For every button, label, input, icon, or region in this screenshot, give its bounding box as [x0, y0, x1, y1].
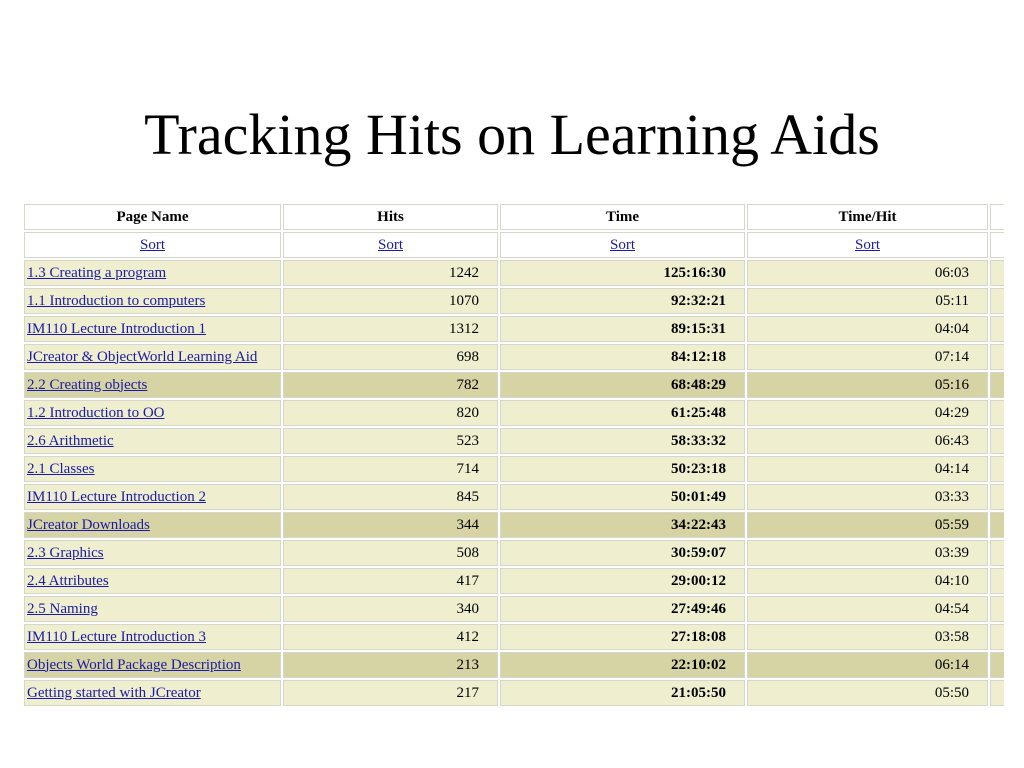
page-name-link[interactable]: Getting started with JCreator — [27, 684, 201, 701]
page-name-cell — [24, 344, 281, 370]
extra-cell — [990, 512, 1004, 538]
page-name-link[interactable]: JCreator & ObjectWorld Learning Aid — [27, 348, 258, 365]
hits-table-viewport[interactable] — [24, 204, 1004, 706]
extra-cell — [990, 456, 1004, 482]
page-name-link[interactable]: 2.3 Graphics — [27, 544, 104, 561]
page-name-link[interactable]: Objects World Package Description — [27, 656, 241, 673]
table-row — [24, 512, 1004, 538]
page-name-cell — [24, 260, 281, 286]
time-cell: 50:01:49 — [500, 484, 745, 510]
sort-time-link[interactable]: Sort — [609, 236, 635, 253]
hits-cell: 1242 — [283, 260, 498, 286]
time-per-hit-cell: 03:58 — [747, 624, 988, 650]
hits-cell: 412 — [283, 624, 498, 650]
table-body — [24, 260, 1004, 706]
table-row — [24, 680, 1004, 706]
hits-cell: 1070 — [283, 288, 498, 314]
hits-cell: 508 — [283, 540, 498, 566]
time-cell: 27:18:08 — [500, 624, 745, 650]
time-per-hit-cell: 06:14 — [747, 652, 988, 678]
hits-cell: 340 — [283, 596, 498, 622]
page-name-cell — [24, 512, 281, 538]
table-row — [24, 288, 1004, 314]
time-per-hit-cell: 04:54 — [747, 596, 988, 622]
extra-cell — [990, 596, 1004, 622]
page-name-cell — [24, 596, 281, 622]
page-name-cell — [24, 652, 281, 678]
time-cell: 89:15:31 — [500, 316, 745, 342]
time-cell: 29:00:12 — [500, 568, 745, 594]
hits-cell: 344 — [283, 512, 498, 538]
table-row — [24, 344, 1004, 370]
extra-cell — [990, 428, 1004, 454]
header-row — [24, 204, 1004, 230]
page-name-link[interactable]: JCreator Downloads — [27, 516, 150, 533]
hits-cell: 782 — [283, 372, 498, 398]
page-name-cell — [24, 624, 281, 650]
extra-cell — [990, 540, 1004, 566]
hits-cell: 417 — [283, 568, 498, 594]
extra-cell — [990, 680, 1004, 706]
time-per-hit-cell: 04:14 — [747, 456, 988, 482]
page-name-cell — [24, 400, 281, 426]
page-name-link[interactable]: IM110 Lecture Introduction 1 — [27, 320, 206, 337]
page-name-cell — [24, 568, 281, 594]
sort-time-per-hit-link[interactable]: Sort — [854, 236, 880, 253]
time-per-hit-cell: 05:50 — [747, 680, 988, 706]
page-name-cell — [24, 428, 281, 454]
extra-cell — [990, 624, 1004, 650]
page-name-link[interactable]: 2.2 Creating objects — [27, 376, 148, 393]
time-per-hit-cell: 05:59 — [747, 512, 988, 538]
time-cell: 21:05:50 — [500, 680, 745, 706]
extra-cell — [990, 288, 1004, 314]
time-per-hit-cell: 05:11 — [747, 288, 988, 314]
table-row — [24, 568, 1004, 594]
table-row — [24, 260, 1004, 286]
time-per-hit-cell: 04:10 — [747, 568, 988, 594]
hits-cell: 213 — [283, 652, 498, 678]
time-cell: 50:23:18 — [500, 456, 745, 482]
sort-page-name-link[interactable]: Sort — [139, 236, 165, 253]
extra-cell — [990, 400, 1004, 426]
time-cell: 125:16:30 — [500, 260, 745, 286]
hits-cell: 845 — [283, 484, 498, 510]
hits-cell: 714 — [283, 456, 498, 482]
page-name-cell — [24, 540, 281, 566]
extra-cell — [990, 260, 1004, 286]
table-row — [24, 400, 1004, 426]
time-per-hit-cell: 07:14 — [747, 344, 988, 370]
sort-row — [24, 232, 1004, 258]
extra-cell — [990, 372, 1004, 398]
hits-cell: 1312 — [283, 316, 498, 342]
hits-cell: 820 — [283, 400, 498, 426]
extra-cell — [990, 652, 1004, 678]
page-name-link[interactable]: 2.4 Attributes — [27, 572, 109, 589]
page-name-link[interactable]: 1.2 Introduction to OO — [27, 404, 165, 421]
table-row — [24, 484, 1004, 510]
page-name-link[interactable]: 2.6 Arithmetic — [27, 432, 114, 449]
time-cell: 22:10:02 — [500, 652, 745, 678]
hits-cell: 523 — [283, 428, 498, 454]
table-row — [24, 652, 1004, 678]
header-page-name: Page Name — [24, 204, 281, 230]
time-cell: 34:22:43 — [500, 512, 745, 538]
table-row — [24, 624, 1004, 650]
time-per-hit-cell: 06:43 — [747, 428, 988, 454]
hits-table — [24, 204, 1004, 706]
time-cell: 92:32:21 — [500, 288, 745, 314]
hits-cell: 698 — [283, 344, 498, 370]
page-name-link[interactable]: IM110 Lecture Introduction 2 — [27, 488, 206, 505]
page-name-cell — [24, 372, 281, 398]
page-name-link[interactable]: 1.3 Creating a program — [27, 264, 167, 281]
page-name-link[interactable]: 1.1 Introduction to computers — [27, 292, 206, 309]
page-name-cell — [24, 288, 281, 314]
sort-hits-link[interactable]: Sort — [377, 236, 403, 253]
header-time: Time — [500, 204, 745, 230]
time-per-hit-cell: 06:03 — [747, 260, 988, 286]
time-cell: 84:12:18 — [500, 344, 745, 370]
table-row — [24, 456, 1004, 482]
time-cell: 27:49:46 — [500, 596, 745, 622]
table-row — [24, 316, 1004, 342]
extra-cell — [990, 316, 1004, 342]
extra-cell — [990, 344, 1004, 370]
page-name-link[interactable]: IM110 Lecture Introduction 3 — [27, 628, 206, 645]
extra-cell — [990, 484, 1004, 510]
table-row — [24, 596, 1004, 622]
header-extra — [990, 204, 1004, 230]
time-cell: 30:59:07 — [500, 540, 745, 566]
header-time-per-hit: Time/Hit — [747, 204, 988, 230]
page-name-cell — [24, 316, 281, 342]
time-per-hit-cell: 05:16 — [747, 372, 988, 398]
time-per-hit-cell: 04:29 — [747, 400, 988, 426]
slide-title: Tracking Hits on Learning Aids — [144, 102, 880, 167]
header-hits: Hits — [283, 204, 498, 230]
extra-cell — [990, 568, 1004, 594]
time-cell: 61:25:48 — [500, 400, 745, 426]
table-row — [24, 428, 1004, 454]
table-row — [24, 372, 1004, 398]
page-name-cell — [24, 484, 281, 510]
time-per-hit-cell: 04:04 — [747, 316, 988, 342]
page-name-link[interactable]: 2.5 Naming — [27, 600, 98, 617]
time-per-hit-cell: 03:33 — [747, 484, 988, 510]
page-name-link[interactable]: 2.1 Classes — [27, 460, 95, 477]
page-name-cell — [24, 680, 281, 706]
hits-cell: 217 — [283, 680, 498, 706]
table-row — [24, 540, 1004, 566]
page-name-cell — [24, 456, 281, 482]
time-per-hit-cell: 03:39 — [747, 540, 988, 566]
time-cell: 58:33:32 — [500, 428, 745, 454]
time-cell: 68:48:29 — [500, 372, 745, 398]
